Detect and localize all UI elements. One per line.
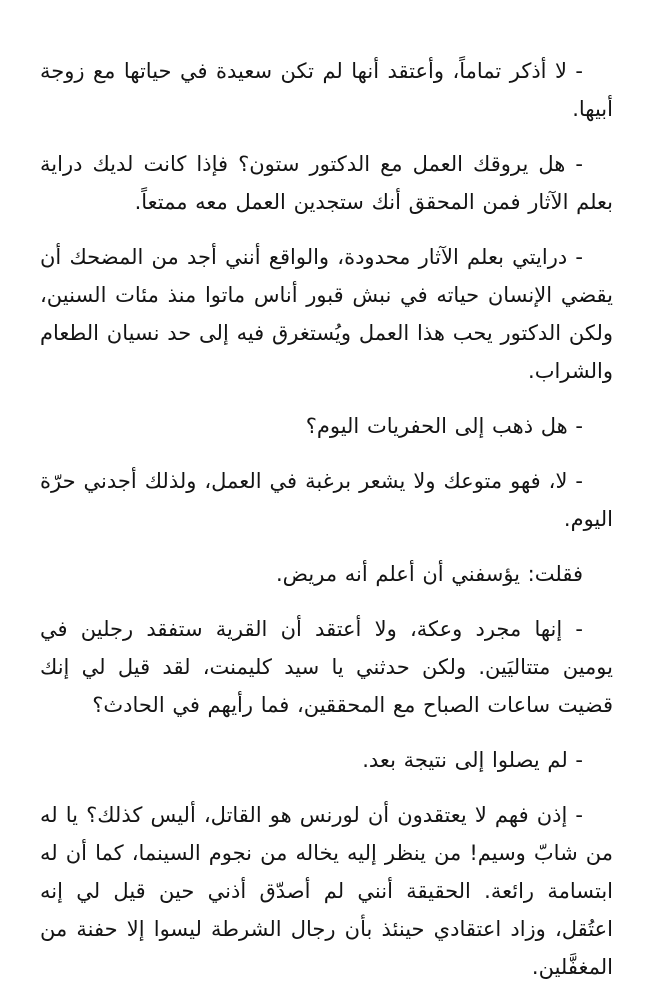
paragraph-dialogue-1: - لا أذكر تماماً، وأعتقد أنها لم تكن سعيدة في حياتها مع زوجة أبيها. [40, 59, 613, 121]
paragraph-dialogue-7: - لم يصلوا إلى نتيجة بعد. [362, 748, 583, 772]
paragraph-dialogue-6: - إنها مجرد وعكة، ولا أعتقد أن القرية ستفقد رجلين في يومين متتاليَين. ولكن حدثني يا سيد كليمنت، لقد قيل لي إنك قضيت ساعات الصباح مع المحققين، فما رأيهم في الحادث؟ [40, 617, 613, 717]
paragraph-dialogue-2: - هل يروقك العمل مع الدكتور ستون؟ فإذا كانت لديك دراية بعلم الآثار فمن المحقق أنك ستجدين العمل معه ممتعاً. [40, 152, 613, 214]
paragraph-dialogue-5: - لا، فهو متوعك ولا يشعر برغبة في العمل، ولذلك أجدني حرّة اليوم. [40, 469, 613, 531]
paragraph-dialogue-3: - درايتي بعلم الآثار محدودة، والواقع أنني أجد من المضحك أن يقضي الإنسان حياته في نبش قبور أناس ماتوا منذ مئات السنين، ولكن الدكتور يحب هذا العمل ويُستغرق فيه إلى حد نسيان الطعام والشراب. [40, 245, 613, 383]
paragraph-narration: فقلت: يؤسفني أن أعلم أنه مريض. [275, 562, 583, 586]
paragraph-dialogue-8: - إذن فهم لا يعتقدون أن لورنس هو القاتل، أليس كذلك؟ يا له من شابّ وسيم! من ينظر إليه يخاله من نجوم السينما، كما أن له ابتسامة رائعة. الحقيقة أنني لم أصدّق أذني حين قيل لي إنه اعتُقل، وزاد اعتقادي حينئذ بأن رجال الشرطة ليسوا إلا حفنة من المغفَّلين. [40, 803, 613, 979]
paragraph-dialogue-4: - هل ذهب إلى الحفريات اليوم؟ [305, 414, 583, 438]
